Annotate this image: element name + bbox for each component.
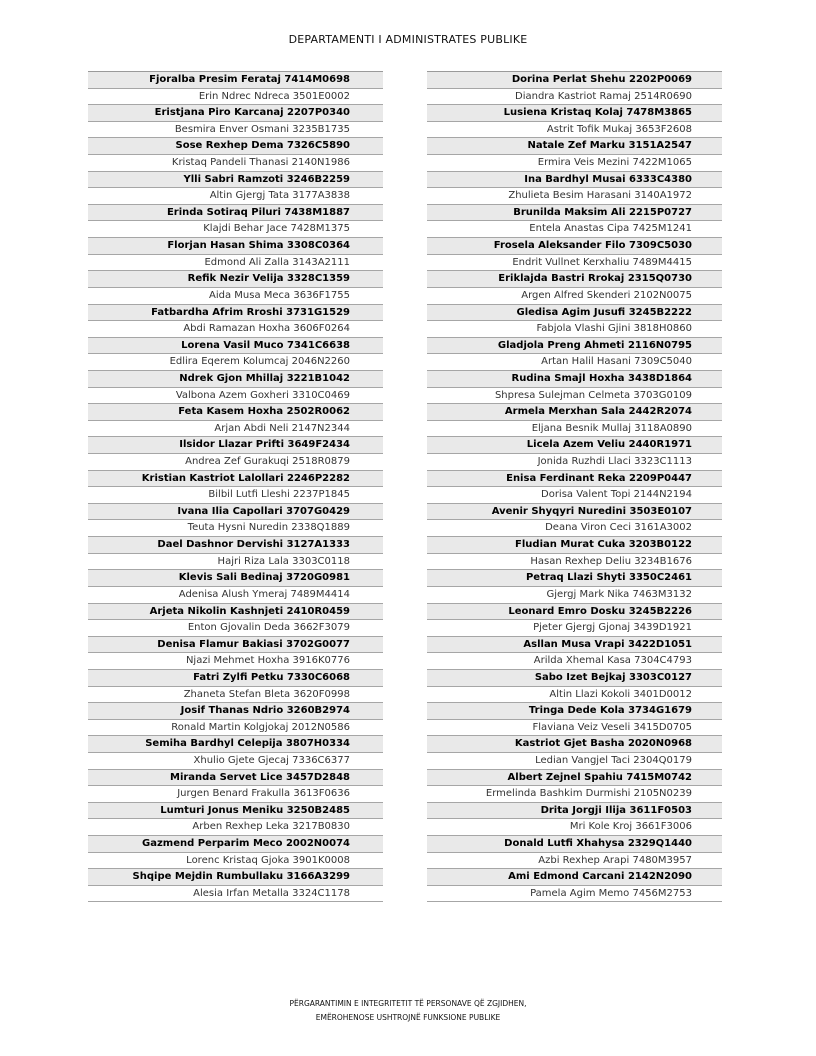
name-row: Miranda Servet Lice 3457D2848 [88,770,383,787]
name-row: Mri Kole Kroj 3661F3006 [427,819,722,836]
right-name-column [427,71,722,902]
name-row: Enton Gjovalin Deda 3662F3079 [88,620,383,637]
name-row: Bilbil Lutfi Lleshi 2237P1845 [88,487,383,504]
name-row: Lorena Vasil Muco 7341C6638 [88,338,383,355]
name-row: Gledisa Agim Jusufi 3245B2222 [427,305,722,322]
name-row: Eljana Besnik Mullaj 3118A0890 [427,421,722,438]
name-row: Adenisa Alush Ymeraj 7489M4414 [88,587,383,604]
name-row: Hasan Rexhep Deliu 3234B1676 [427,554,722,571]
name-row: Lorenc Kristaq Gjoka 3901K0008 [88,853,383,870]
name-row: Teuta Hysni Nuredin 2338Q1889 [88,520,383,537]
name-row: Armela Merxhan Sala 2442R2074 [427,404,722,421]
name-row: Enisa Ferdinant Reka 2209P0447 [427,471,722,488]
name-row: Azbi Rexhep Arapi 7480M3957 [427,853,722,870]
name-row: Abdi Ramazan Hoxha 3606F0264 [88,321,383,338]
name-row: Ndrek Gjon Mhillaj 3221B1042 [88,371,383,388]
name-row: Njazi Mehmet Hoxha 3916K0776 [88,653,383,670]
name-row: Jurgen Benard Frakulla 3613F0636 [88,786,383,803]
name-row: Argen Alfred Skenderi 2102N0075 [427,288,722,305]
name-row: Deana Viron Ceci 3161A3002 [427,520,722,537]
name-row: Fatri Zylfi Petku 7330C6068 [88,670,383,687]
name-row: Arjeta Nikolin Kashnjeti 2410R0459 [88,604,383,621]
name-row: Jonida Ruzhdi Llaci 3323C1113 [427,454,722,471]
name-row: Fludian Murat Cuka 3203B0122 [427,537,722,554]
name-row: Erin Ndrec Ndreca 3501E0002 [88,89,383,106]
name-row: Dorisa Valent Topi 2144N2194 [427,487,722,504]
name-row: Avenir Shyqyri Nuredini 3503E0107 [427,504,722,521]
name-row: Valbona Azem Goxheri 3310C0469 [88,388,383,405]
name-row: Pjeter Gjergj Gjonaj 3439D1921 [427,620,722,637]
name-row: Erinda Sotiraq Piluri 7438M1887 [88,205,383,222]
name-row: Feta Kasem Hoxha 2502R0062 [88,404,383,421]
name-row: Altin Gjergj Tata 3177A3838 [88,188,383,205]
name-row: Shqipe Mejdin Rumbullaku 3166A3299 [88,869,383,886]
name-row: Gladjola Preng Ahmeti 2116N0795 [427,338,722,355]
left-name-column [88,71,383,902]
name-row: Dael Dashnor Dervishi 3127A1333 [88,537,383,554]
name-row: Gazmend Perparim Meco 2002N0074 [88,836,383,853]
name-row: Lusiena Kristaq Kolaj 7478M3865 [427,105,722,122]
name-row: Denisa Flamur Bakiasi 3702G0077 [88,637,383,654]
name-row: Entela Anastas Cipa 7425M1241 [427,221,722,238]
name-row: Flaviana Veiz Veseli 3415D0705 [427,720,722,737]
name-row: Kristaq Pandeli Thanasi 2140N1986 [88,155,383,172]
name-row: Zhaneta Stefan Bleta 3620F0998 [88,687,383,704]
name-row: Donald Lutfi Xhahysa 2329Q1440 [427,836,722,853]
name-row: Brunilda Maksim Ali 2215P0727 [427,205,722,222]
name-row: Refik Nezir Velija 3328C1359 [88,271,383,288]
name-row: Natale Zef Marku 3151A2547 [427,138,722,155]
name-row: Semiha Bardhyl Celepija 3807H0334 [88,736,383,753]
name-row: Sose Rexhep Dema 7326C5890 [88,138,383,155]
name-row: Lumturi Jonus Meniku 3250B2485 [88,803,383,820]
name-row: Edmond Ali Zalla 3143A2111 [88,255,383,272]
name-row: Xhulio Gjete Gjecaj 7336C6377 [88,753,383,770]
name-row: Asllan Musa Vrapi 3422D1051 [427,637,722,654]
name-row: Ermelinda Bashkim Durmishi 2105N0239 [427,786,722,803]
name-row: Artan Halil Hasani 7309C5040 [427,354,722,371]
name-row: Astrit Tofik Mukaj 3653F2608 [427,122,722,139]
page-title: DEPARTAMENTI I ADMINISTRATES PUBLIKE [288,33,528,46]
name-row: Klevis Sali Bedinaj 3720G0981 [88,570,383,587]
name-row: Fatbardha Afrim Rroshi 3731G1529 [88,305,383,322]
name-row: Ilsidor Llazar Prifti 3649F2434 [88,437,383,454]
name-row: Arben Rexhep Leka 3217B0830 [88,819,383,836]
name-row: Eristjana Piro Karcanaj 2207P0340 [88,105,383,122]
page-footer [0,997,816,1025]
name-row: Shpresa Sulejman Celmeta 3703G0109 [427,388,722,405]
name-row: Leonard Emro Dosku 3245B2226 [427,604,722,621]
footer-line-1: PËRGARANTIMIN E INTEGRITETIT TË PERSONAVE QË ZGJIDHEN, [289,999,527,1008]
name-row: Ledian Vangjel Taci 2304Q0179 [427,753,722,770]
name-row: Ylli Sabri Ramzoti 3246B2259 [88,172,383,189]
name-row: Arilda Xhemal Kasa 7304C4793 [427,653,722,670]
name-row: Diandra Kastriot Ramaj 2514R0690 [427,89,722,106]
name-row: Edlira Eqerem Kolumcaj 2046N2260 [88,354,383,371]
name-row: Gjergj Mark Nika 7463M3132 [427,587,722,604]
name-row: Florjan Hasan Shima 3308C0364 [88,238,383,255]
name-row: Eriklajda Bastri Rrokaj 2315Q0730 [427,271,722,288]
name-row: Ina Bardhyl Musai 6333C4380 [427,172,722,189]
name-row: Tringa Dede Kola 3734G1679 [427,703,722,720]
name-row: Drita Jorgji Ilija 3611F0503 [427,803,722,820]
name-row: Arjan Abdi Neli 2147N2344 [88,421,383,438]
name-row: Altin Llazi Kokoli 3401D0012 [427,687,722,704]
name-row: Albert Zejnel Spahiu 7415M0742 [427,770,722,787]
name-row: Aida Musa Meca 3636F1755 [88,288,383,305]
name-row: Besmira Enver Osmani 3235B1735 [88,122,383,139]
name-row: Frosela Aleksander Filo 7309C5030 [427,238,722,255]
name-row: Dorina Perlat Shehu 2202P0069 [427,72,722,89]
name-row: Hajri Riza Lala 3303C0118 [88,554,383,571]
name-row: Ronald Martin Kolgjokaj 2012N0586 [88,720,383,737]
name-row: Klajdi Behar Jace 7428M1375 [88,221,383,238]
name-row: Josif Thanas Ndrio 3260B2974 [88,703,383,720]
name-row: Alesia Irfan Metalla 3324C1178 [88,886,383,903]
name-row: Sabo Izet Bejkaj 3303C0127 [427,670,722,687]
name-row: Fabjola Vlashi Gjini 3818H0860 [427,321,722,338]
name-row: Andrea Zef Gurakuqi 2518R0879 [88,454,383,471]
name-row: Fjoralba Presim Ferataj 7414M0698 [88,72,383,89]
name-row: Zhulieta Besim Harasani 3140A1972 [427,188,722,205]
name-row: Ermira Veis Mezini 7422M1065 [427,155,722,172]
name-row: Kristian Kastriot Lalollari 2246P2282 [88,471,383,488]
name-row: Petraq Llazi Shyti 3350C2461 [427,570,722,587]
name-row: Endrit Vullnet Kerxhaliu 7489M4415 [427,255,722,272]
name-row: Kastriot Gjet Basha 2020N0968 [427,736,722,753]
name-row: Licela Azem Veliu 2440R1971 [427,437,722,454]
name-row: Ivana Ilia Capollari 3707G0429 [88,504,383,521]
footer-line-2: EMËROHENOSE USHTROJNË FUNKSIONE PUBLIKE [315,1013,501,1022]
name-row: Rudina Smajl Hoxha 3438D1864 [427,371,722,388]
name-row: Pamela Agim Memo 7456M2753 [427,886,722,903]
name-row: Ami Edmond Carcani 2142N2090 [427,869,722,886]
